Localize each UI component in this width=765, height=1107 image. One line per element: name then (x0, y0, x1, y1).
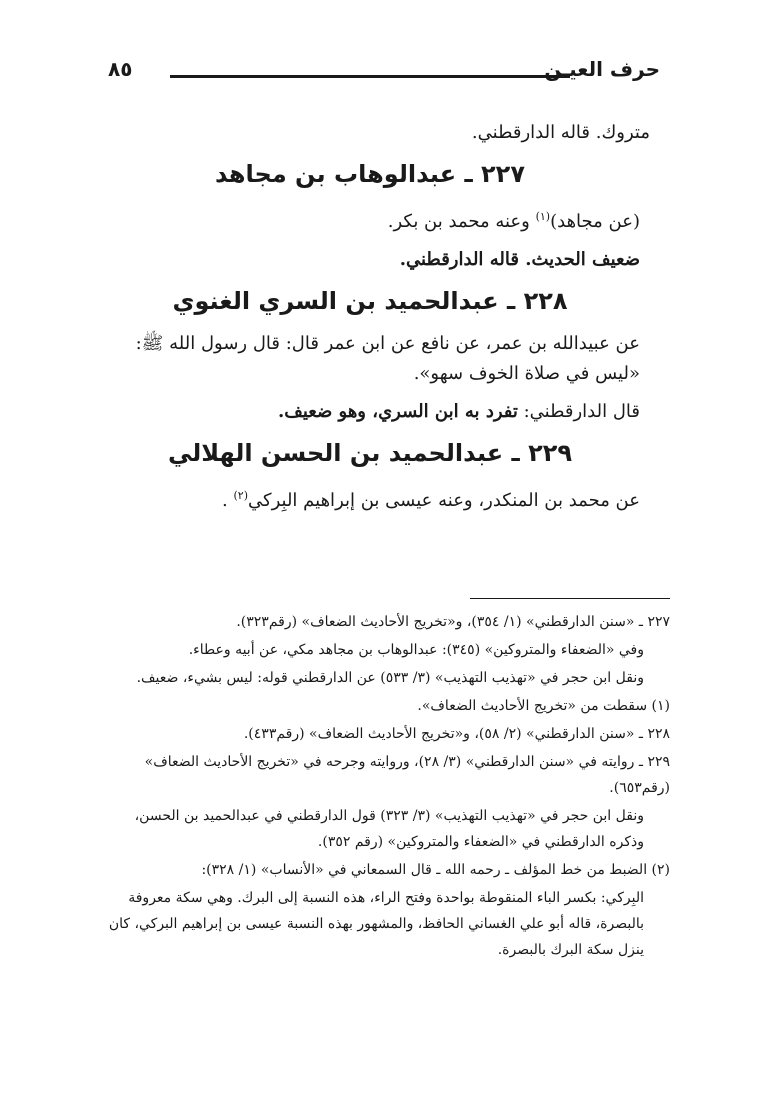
footnote-list (100, 609, 670, 963)
footnote-ref-2: (٢) (233, 489, 249, 502)
running-title: حرف العيـن (544, 57, 660, 81)
entry-227-chain-start: (عن مجاهد) (550, 211, 640, 232)
entry-227-chain (90, 202, 650, 237)
footnote-line: ٢٢٧ ـ «سنن الدارقطني» (١/ ٣٥٤)، و«تخريج الأحاديث الضعاف» (رقم٣٢٣). (236, 614, 670, 630)
entry-228-verdict-text: تفرد به ابن السري، وهو ضعيف. (277, 401, 518, 422)
footnote-line: وفي «الضعفاء والمتروكين» (٣٤٥): عبدالوهاب بن مجاهد مكي، عن أبيه وعطاء. (188, 642, 644, 658)
paragraph-line-1: متروك. قاله الدارقطني. (471, 122, 650, 143)
footnote-line: ٢٢٩ ـ روايته في «سنن الدارقطني» (٣/ ٢٨)، وروايته وجرحه في «تخريج الأحاديث الضعاف» (رقم٦٥٣). (144, 754, 670, 796)
footnote-line: (٢) الضبط من خط المؤلف ـ رحمه الله ـ قال السمعاني في «الأنساب» (١/ ٣٢٨): (201, 862, 670, 878)
footnote-line: البِركي: بكسر الباء المنقوطة بواحدة وفتح الراء، هذه النسبة إلى البرك. وهي سكة معروفة بالبصرة، قاله أبو علي الغساني الحافظ، والمشهور بهذه النسبة عيسى بن إبراهيم البركي، كان ينزل سكة البرك بالبصرة. (108, 890, 644, 958)
page-header (100, 55, 660, 95)
entry-229-heading: ٢٢٩ ـ عبدالحميد بن الحسن الهلالي (167, 439, 573, 467)
footnote-ref-1: (١) (535, 210, 551, 223)
entry-227-chain-end: وعنه محمد بن بكر. (387, 211, 536, 232)
footnote-line: ٢٢٨ ـ «سنن الدارقطني» (٢/ ٥٨)، و«تخريج الأحاديث الضعاف» (رقم٤٣٣). (243, 726, 670, 742)
page-number: ٨٥ (108, 57, 133, 81)
entry-229-text-end: . (222, 490, 234, 511)
entry-228-verdict (90, 397, 650, 427)
header-rule (170, 75, 570, 78)
main-text (90, 118, 650, 524)
footnote-line: (١) سقطت من «تخريج الأحاديث الضعاف». (417, 698, 670, 714)
entry-227-heading: ٢٢٧ ـ عبدالوهاب بن مجاهد (215, 160, 525, 188)
footnote-line: ونقل ابن حجر في «تهذيب التهذيب» (٣/ ٣٢٣) قول الدارقطني في عبدالحميد بن الحسن، وذكره الدارقطني في «الضعفاء والمتروكين» (رقم ٣٥٢). (134, 808, 644, 850)
entry-229-text-start: عن محمد بن المنكدر، وعنه عيسى بن إبراهيم البِركي (248, 490, 640, 511)
footnote-line: ونقل ابن حجر في «تهذيب التهذيب» (٣/ ٥٣٣) عن الدارقطني قوله: ليس بشيء، ضعيف. (136, 670, 644, 686)
entry-228-verdict-label: قال الدارقطني: (517, 401, 640, 422)
entry-229-text (90, 481, 650, 516)
entry-227-verdict: ضعيف الحديث. قاله الدارقطني. (399, 249, 640, 270)
footnote-rule (470, 598, 670, 599)
entry-228-heading: ٢٢٨ ـ عبدالحميد بن السري الغنوي (172, 287, 568, 315)
entry-228-text: عن عبيدالله بن عمر، عن نافع عن ابن عمر قال: قال رسول الله ﷺ: «ليس في صلاة الخوف سهو». (135, 333, 640, 384)
footnotes (100, 598, 670, 965)
